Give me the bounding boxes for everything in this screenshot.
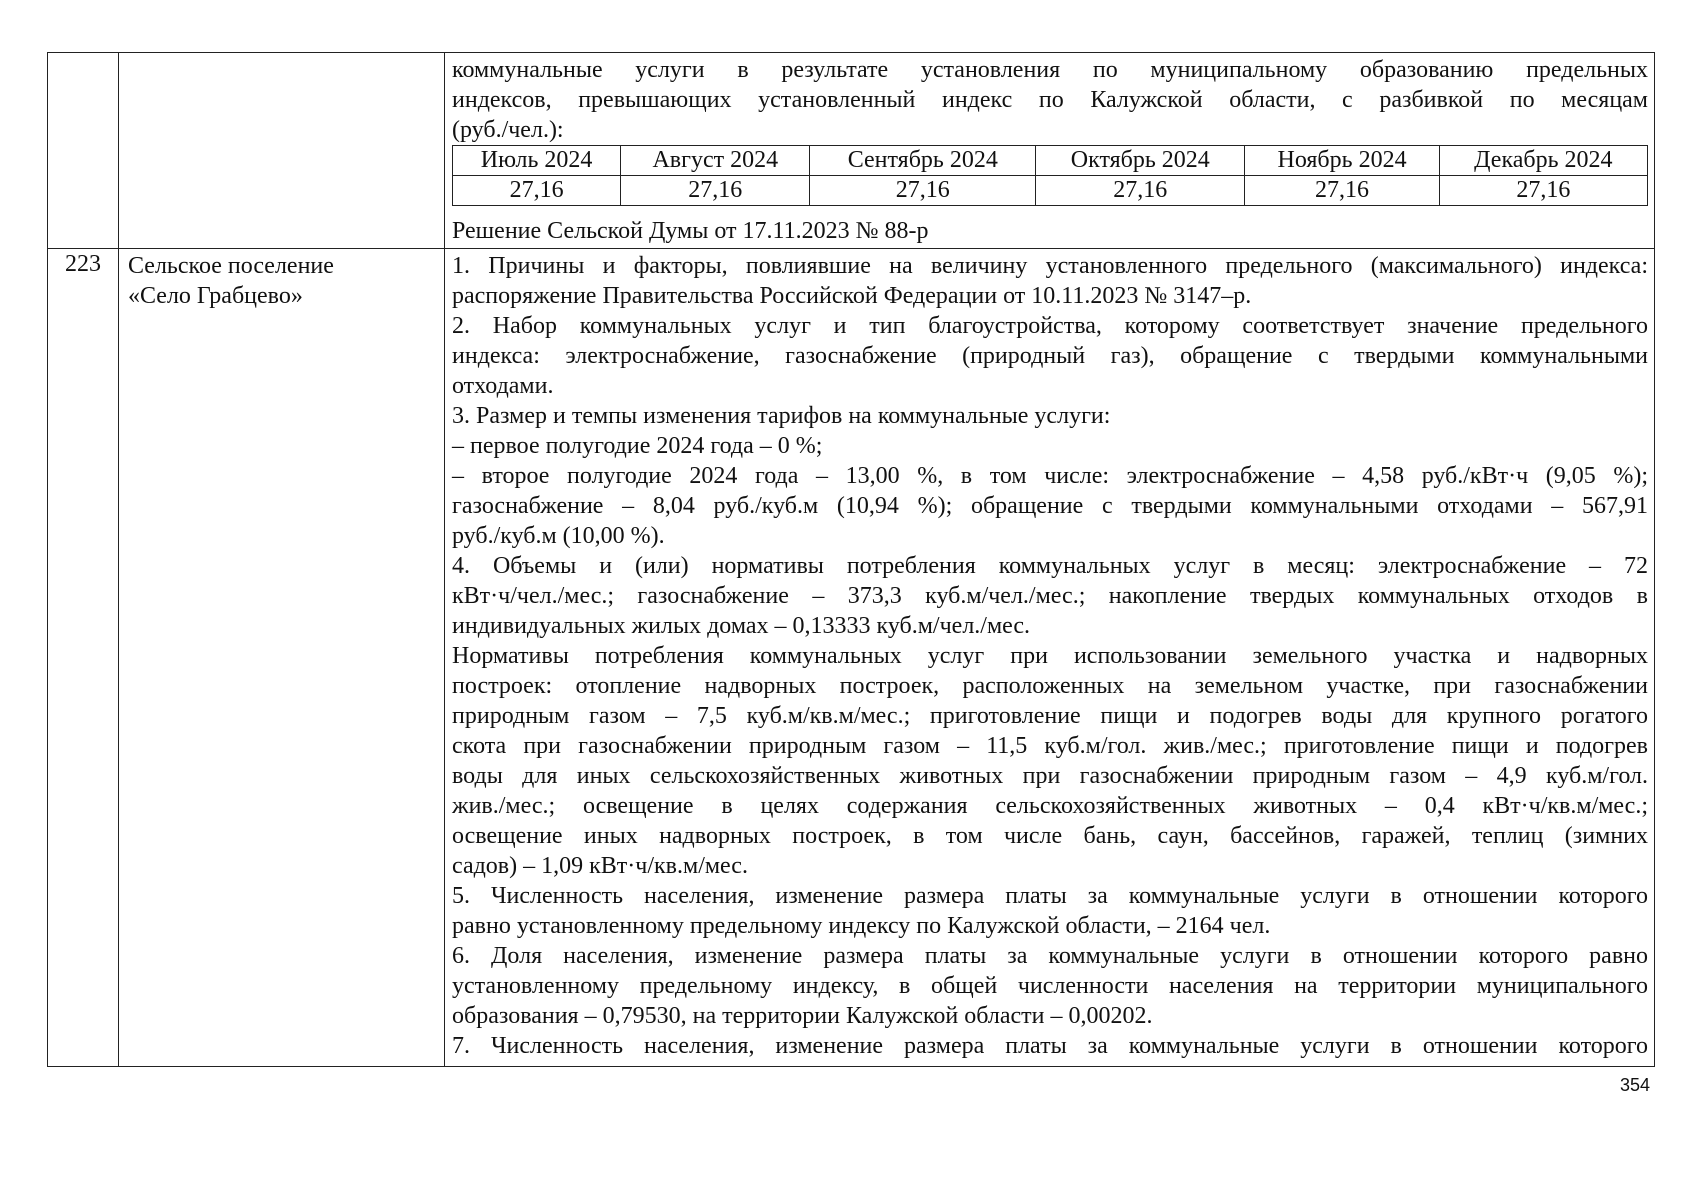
month-header-cell: Июль 2024 — [453, 146, 621, 176]
text-line: кВт·ч/чел./мес.; газоснабжение – 373,3 куб.м/чел./мес.; накопление твердых коммунальных отходов в — [452, 583, 1648, 609]
text-line: образования – 0,79530, на территории Калужской области – 0,00202. — [452, 1003, 1153, 1029]
text-line: руб./куб.м (10,00 %). — [452, 523, 665, 549]
month-header-cell: Август 2024 — [621, 146, 810, 176]
text-line: – второе полугодие 2024 года – 13,00 %, в том числе: электроснабжение – 4,58 руб./кВт·ч (9,05 %); — [452, 463, 1648, 489]
month-value-cell: 27,16 — [621, 176, 810, 206]
month-value-row — [453, 176, 1648, 206]
text-line: освещение иных надворных построек, в том числе бань, саун, бассейнов, гаражей, теплиц (зимних — [452, 823, 1648, 849]
text-line: природным газом – 7,5 куб.м/кв.м/мес.; приготовление пищи и подогрев воды для крупного рогатого — [452, 703, 1648, 729]
text-line: 1. Причины и факторы, повлиявшие на величину установленного предельного (максимального) индекса: — [452, 253, 1648, 279]
text-line: равно установленному предельному индексу по Калужской области, – 2164 чел. — [452, 913, 1271, 939]
text-line: 2. Набор коммунальных услуг и тип благоустройства, которому соответствует значение предельного — [452, 313, 1648, 339]
text-line: – первое полугодие 2024 года – 0 %; — [452, 433, 823, 459]
continued-text-block — [452, 55, 1648, 145]
text-line: отходами. — [452, 373, 554, 399]
column-divider-organization — [444, 53, 445, 1066]
row-number: 223 — [65, 251, 101, 277]
row-divider — [48, 248, 1654, 249]
text-line: установленному предельному индексу, в общей численности населения на территории муниципального — [452, 973, 1648, 999]
organization-line: «Село Грабцево» — [128, 283, 303, 309]
month-value-cell: 27,16 — [1439, 176, 1647, 206]
organization-line: Сельское поселение — [128, 253, 334, 279]
text-line: 4. Объемы и (или) нормативы потребления коммунальных услуг в месяц: электроснабжение – 72 — [452, 553, 1648, 579]
month-header-cell: Сентябрь 2024 — [810, 146, 1036, 176]
text-line: садов) – 1,09 кВт·ч/кв.м/мес. — [452, 853, 748, 879]
month-value-cell: 27,16 — [1036, 176, 1245, 206]
decision-reference: Решение Сельской Думы от 17.11.2023 № 88-р — [452, 218, 929, 244]
text-line: скота при газоснабжении природным газом – 11,5 куб.м/гол. жив./мес.; приготовление пищи и подогрев — [452, 733, 1648, 759]
text-line: 5. Численность населения, изменение размера платы за коммунальные услуги в отношении которого — [452, 883, 1648, 909]
text-line: 6. Доля населения, изменение размера платы за коммунальные услуги в отношении которого равно — [452, 943, 1648, 969]
document-table — [47, 52, 1655, 1067]
month-header-cell: Декабрь 2024 — [1439, 146, 1647, 176]
month-value-cell: 27,16 — [1245, 176, 1439, 206]
text-line: коммунальные услуги в результате установления по муниципальному образованию предельных — [452, 57, 1648, 83]
text-line: распоряжение Правительства Российской Федерации от 10.11.2023 № 3147–р. — [452, 283, 1252, 309]
row-description — [452, 251, 1648, 1061]
monthly-index-table — [452, 145, 1648, 206]
text-line: Нормативы потребления коммунальных услуг при использовании земельного участка и надворных — [452, 643, 1648, 669]
text-line: построек: отопление надворных построек, расположенных на земельном участке, при газоснабжении — [452, 673, 1648, 699]
text-line: жив./мес.; освещение в целях содержания сельскохозяйственных животных – 0,4 кВт·ч/кв.м/мес.; — [452, 793, 1648, 819]
text-line: 3. Размер и темпы изменения тарифов на коммунальные услуги: — [452, 403, 1111, 429]
month-header-cell: Ноябрь 2024 — [1245, 146, 1439, 176]
text-line: 7. Численность населения, изменение размера платы за коммунальные услуги в отношении которого — [452, 1033, 1648, 1059]
month-header-row — [453, 146, 1648, 176]
column-divider-number — [118, 53, 119, 1066]
text-line: воды для иных сельскохозяйственных животных при газоснабжении природным газом – 4,9 куб.м/гол. — [452, 763, 1648, 789]
text-line: индексов, превышающих установленный индекс по Калужской области, с разбивкой по месяцам — [452, 87, 1648, 113]
month-header-cell: Октябрь 2024 — [1036, 146, 1245, 176]
text-line: (руб./чел.): — [452, 117, 564, 143]
month-value-cell: 27,16 — [810, 176, 1036, 206]
page-number: 354 — [1619, 1075, 1650, 1095]
text-line: индивидуальных жилых домах – 0,13333 куб.м/чел./мес. — [452, 613, 1031, 639]
text-line: индекса: электроснабжение, газоснабжение (природный газ), обращение с твердыми коммунальными — [452, 343, 1648, 369]
text-line: газоснабжение – 8,04 руб./куб.м (10,94 %); обращение с твердыми коммунальными отходами – 567,91 — [452, 493, 1648, 519]
organization-name — [128, 251, 334, 311]
month-value-cell: 27,16 — [453, 176, 621, 206]
